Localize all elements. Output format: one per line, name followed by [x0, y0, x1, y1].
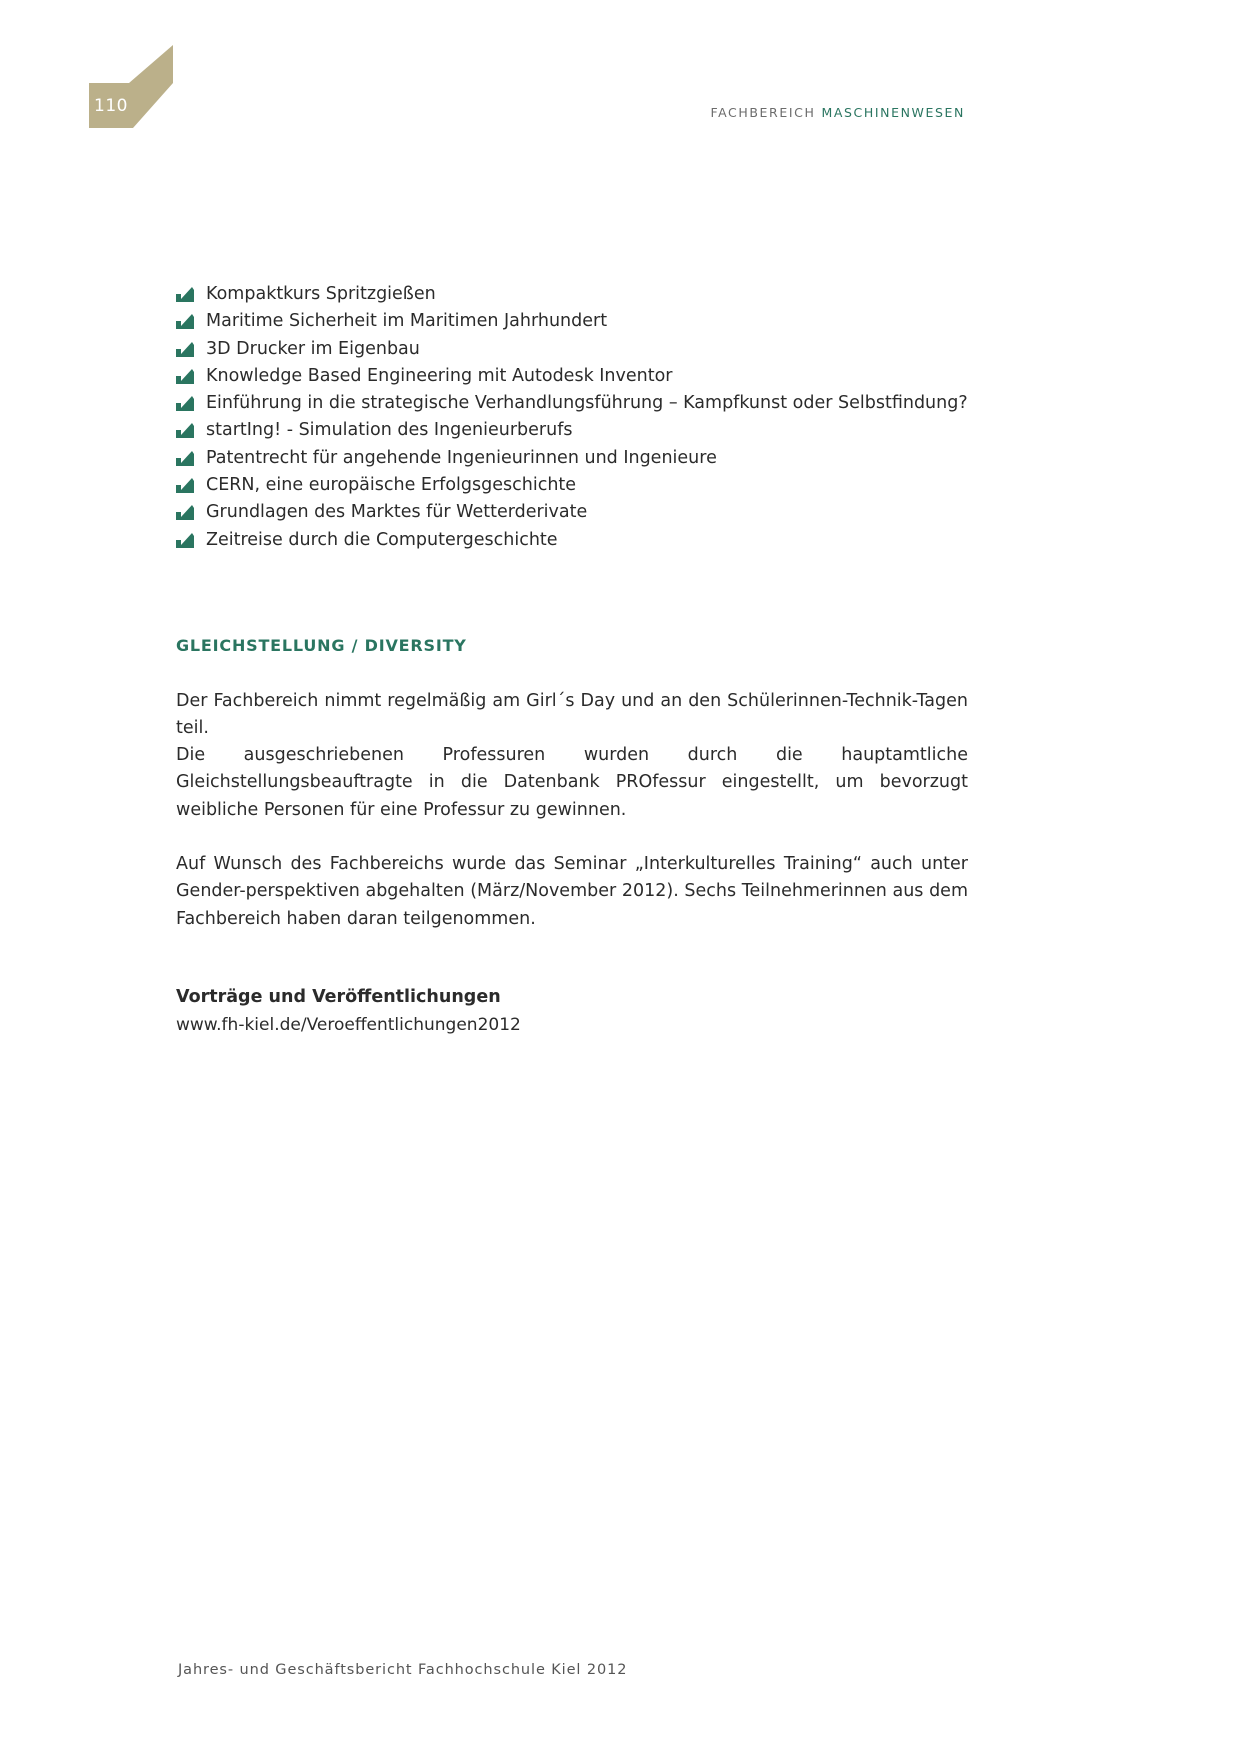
running-header — [710, 105, 965, 120]
list-item-text: startIng! - Simulation des Ingenieurberufs — [206, 420, 573, 441]
check-icon — [176, 369, 194, 384]
running-header-prefix: FACHBEREICH — [710, 105, 816, 120]
list-item-text: Maritime Sicherheit im Maritimen Jahrhundert — [206, 311, 608, 332]
running-header-section: MASCHINENWESEN — [821, 105, 965, 120]
section-heading-diversity: GLEICHSTELLUNG / DIVERSITY — [176, 636, 467, 655]
list-item — [176, 363, 968, 390]
check-icon — [176, 314, 194, 329]
check-icon — [176, 342, 194, 357]
list-item-text: CERN, eine europäische Erfolgsgeschichte — [206, 475, 577, 496]
page-number: 110 — [94, 96, 128, 116]
page-footer: Jahres- und Geschäftsbericht Fachhochschule Kiel 2012 — [178, 1662, 628, 1678]
list-item — [176, 472, 968, 499]
list-item-text: Patentrecht für angehende Ingenieurinnen und Ingenieure — [206, 447, 717, 468]
list-item-text: 3D Drucker im Eigenbau — [206, 338, 420, 359]
course-list — [176, 281, 968, 554]
paragraph-professuren: Die ausgeschriebenen Professuren wurden durch die hauptamtliche Gleichstellungsbeauftragte in die Datenbank PROfessur eingestellt, um bevorzugt weibliche Personen für eine Professur zu gewinnen. — [176, 745, 968, 820]
publications-link[interactable]: www.fh-kiel.de/Veroeffentlichungen2012 — [176, 1015, 521, 1035]
check-icon — [176, 451, 194, 466]
list-item-text: Knowledge Based Engineering mit Autodesk Inventor — [206, 365, 673, 386]
list-item-text: Zeitreise durch die Computergeschichte — [206, 529, 558, 550]
paragraph-seminar: Auf Wunsch des Fachbereichs wurde das Seminar „Interkulturelles Training“ auch unter Gender-perspektiven abgehalten (März/November 2012). Sechs Teilnehmerinnen aus dem Fachbereich haben daran teilgenommen. — [176, 854, 968, 929]
list-item — [176, 527, 968, 554]
check-icon — [176, 533, 194, 548]
list-item — [176, 281, 968, 308]
check-icon — [176, 396, 194, 411]
list-item-text: Kompaktkurs Spritzgießen — [206, 284, 436, 304]
check-icon — [176, 287, 194, 302]
list-item-text: Einführung in die strategische Verhandlungsführung – Kampfkunst oder Selbstfindung? — [206, 393, 968, 414]
paragraph-girls-day: Der Fachbereich nimmt regelmäßig am Girl´s Day und an den Schülerinnen-Technik-Tagen teil. — [176, 691, 968, 739]
check-icon — [176, 505, 194, 520]
list-item-text: Grundlagen des Marktes für Wetterderivate — [206, 502, 588, 523]
list-item — [176, 445, 968, 472]
check-icon — [176, 423, 194, 438]
list-item — [176, 308, 968, 335]
list-item — [176, 390, 968, 417]
publications-heading: Vorträge und Veröffentlichungen — [176, 987, 501, 1007]
list-item — [176, 336, 968, 363]
list-item — [176, 499, 968, 526]
check-icon — [176, 478, 194, 493]
list-item — [176, 417, 968, 444]
